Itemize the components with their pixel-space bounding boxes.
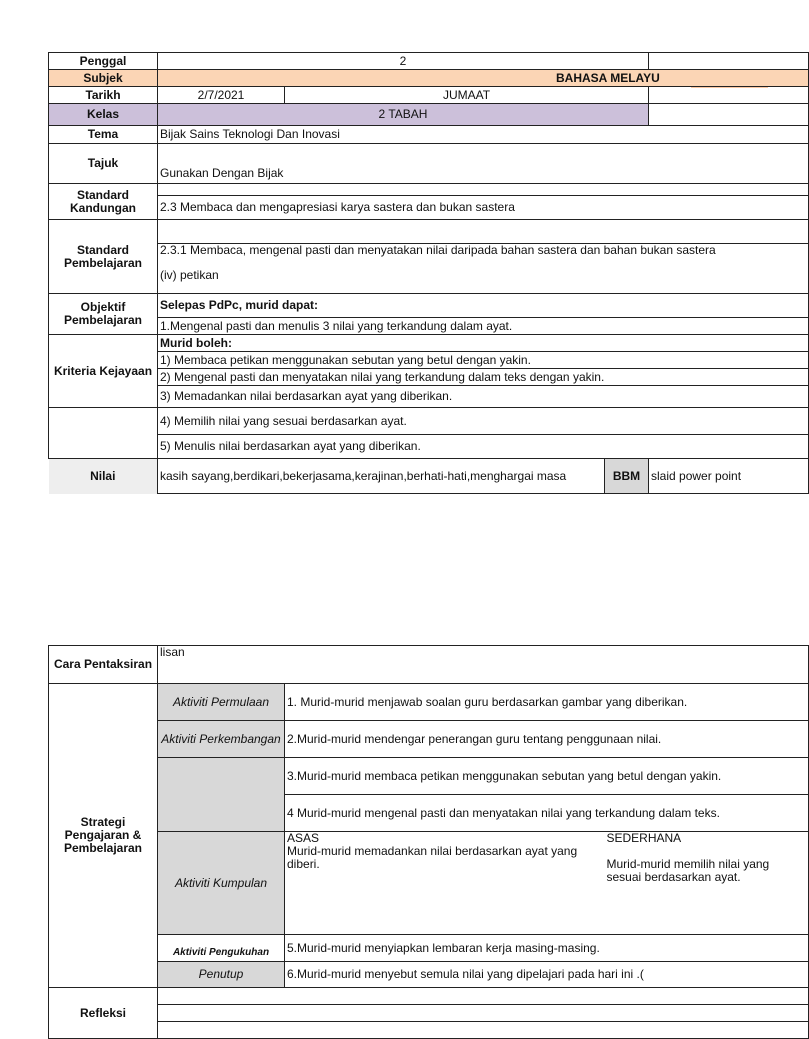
aktiviti-permulaan-label: Aktiviti Permulaan	[158, 684, 285, 721]
asas-cell	[285, 832, 605, 935]
lesson-plan-table-2	[48, 645, 770, 1024]
tarikh-label: Tarikh	[49, 87, 158, 104]
kelas-extra	[649, 104, 809, 126]
penggal-extra	[649, 53, 809, 70]
kk-item-3: 3) Memadankan nilai berdasarkan ayat yang diberikan.	[158, 386, 809, 408]
kk-label-blank	[49, 408, 158, 459]
kk-label: Kriteria Kejayaan	[49, 335, 158, 408]
aktiviti-pengukuhan-text: 5.Murid-murid menyiapkan lembaran kerja masing-masing.	[285, 935, 809, 962]
cara-value: lisan	[158, 646, 809, 684]
tema-value: Bijak Sains Teknologi Dan Inovasi	[158, 126, 809, 144]
tarikh-date: 2/7/2021	[158, 87, 285, 104]
aktiviti-perkembangan-text: 2.Murid-murid mendengar penerangan guru tentang penggunaan nilai.	[285, 721, 809, 758]
tajuk-value: Gunakan Dengan Bijak	[158, 144, 809, 184]
refleksi-row-1	[158, 988, 809, 1005]
tajuk-label: Tajuk	[49, 144, 158, 184]
sp-line1: 2.3.1 Membaca, mengenal pasti dan menyatakan nilai daripada bahan sastera dan bahan bukan sastera	[158, 244, 809, 258]
kelas-label: Kelas	[49, 104, 158, 126]
step-4-text: 4 Murid-murid mengenal pasti dan menyatakan nilai yang terkandung dalam teks.	[285, 795, 809, 832]
aktiviti-perkembangan-label: Aktiviti Perkembangan	[158, 721, 285, 758]
tarikh-extra	[649, 87, 809, 104]
op-intro: Selepas PdPc, murid dapat:	[158, 294, 809, 318]
refleksi-label: Refleksi	[49, 988, 158, 1039]
penutup-label: Penutup	[158, 962, 285, 988]
aktiviti-kumpulan-label: Aktiviti Kumpulan	[158, 832, 285, 935]
sp-line2: (iv) petikan	[158, 258, 809, 294]
penggal-label: Penggal	[49, 53, 158, 70]
asas-title: ASAS	[287, 831, 320, 845]
tarikh-day: JUMAAT	[285, 87, 649, 104]
sp-label: Standard Pembelajaran	[49, 220, 158, 294]
aktiviti-pengukuhan-label: Aktiviti Pengukuhan	[158, 935, 285, 962]
cara-label: Cara Pentaksiran	[49, 646, 158, 684]
tema-label: Tema	[49, 126, 158, 144]
kk-item-2: 2) Mengenal pasti dan menyatakan nilai yang terkandung dalam teks dengan yakin.	[158, 369, 809, 386]
sederhana-text: Murid-murid memilih nilai yang sesuai berdasarkan ayat.	[606, 857, 770, 884]
kk-item-4: 4) Memilih nilai yang sesuai berdasarkan ayat.	[158, 408, 809, 435]
op-item: 1.Mengenal pasti dan menulis 3 nilai yang terkandung dalam ayat.	[158, 318, 809, 335]
lesson-plan-table-1	[48, 52, 742, 530]
kelas-value: 2 TABAH	[158, 104, 649, 126]
sederhana-cell	[605, 832, 809, 935]
kk-item-5: 5) Menulis nilai berdasarkan ayat yang diberikan.	[158, 435, 809, 459]
sederhana-title: SEDERHANA	[606, 831, 682, 845]
sp-spacer	[158, 220, 809, 244]
penutup-text: 6.Murid-murid menyebut semula nilai yang dipelajari pada hari ini .(	[285, 962, 809, 988]
kk-item-1: 1) Membaca petikan menggunakan sebutan yang betul dengan yakin.	[158, 352, 809, 369]
subjek-label: Subjek	[49, 70, 158, 87]
aktiviti-perkembangan-cont	[158, 758, 285, 832]
sk-spacer	[158, 184, 809, 196]
asas-text: Murid-murid memadankan nilai berdasarkan ayat yang diberi.	[287, 844, 578, 871]
op-label: Objektif Pembelajaran	[49, 294, 158, 335]
step-3-text: 3.Murid-murid membaca petikan menggunakan sebutan yang betul dengan yakin.	[285, 758, 809, 795]
strategi-label: Strategi Pengajaran & Pembelajaran	[49, 684, 158, 988]
aktiviti-permulaan-text: 1. Murid-murid menjawab soalan guru berdasarkan gambar yang diberikan.	[285, 684, 809, 721]
sk-value: 2.3 Membaca dan mengapresiasi karya sastera dan bukan sastera	[158, 196, 809, 220]
nilai-value: kasih sayang,berdikari,bekerjasama,kerajinan,berhati-hati,menghargai masa	[158, 459, 605, 494]
refleksi-row-2	[158, 1005, 809, 1022]
bbm-value: slaid power point	[649, 459, 809, 494]
subjek-value: BAHASA MELAYU	[158, 70, 809, 87]
sk-label: Standard Kandungan	[49, 184, 158, 220]
refleksi-row-3	[158, 1022, 809, 1039]
nilai-label: Nilai	[49, 459, 158, 494]
penggal-value: 2	[158, 53, 649, 70]
kk-intro: Murid boleh:	[158, 335, 809, 352]
bbm-label: BBM	[605, 459, 649, 494]
